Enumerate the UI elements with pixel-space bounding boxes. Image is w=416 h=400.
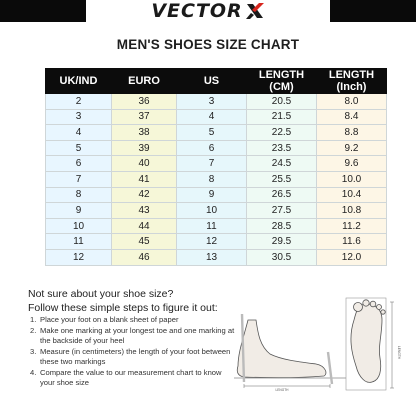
step-number: 4.: [30, 367, 37, 377]
table-row: [46, 187, 387, 203]
table-cell: 11: [46, 234, 112, 250]
vector-x-logo-icon: [245, 2, 265, 20]
table-header-row: [46, 69, 387, 94]
table-cell: 24.5: [247, 156, 317, 172]
help-question: Not sure about your shoe size?: [28, 288, 174, 300]
table-row: [46, 234, 387, 250]
table-cell: 26.5: [247, 187, 317, 203]
step-number: 3.: [30, 346, 37, 356]
table-cell: 29.5: [247, 234, 317, 250]
table-cell: 6: [46, 156, 112, 172]
table-row: [46, 109, 387, 125]
table-cell: 28.5: [247, 218, 317, 234]
table-cell: 40: [112, 156, 177, 172]
header-bar-right: [330, 0, 416, 22]
table-cell: 25.5: [247, 171, 317, 187]
table-cell: 8.4: [317, 109, 387, 125]
step-text: Compare the value to our measurement chart to know your shoe size: [40, 367, 222, 387]
table-cell: 6: [177, 140, 247, 156]
foot-measure-illustration: [230, 290, 416, 394]
table-cell: 46: [112, 249, 177, 265]
table-cell: 4: [177, 109, 247, 125]
column-header: LENGTH (CM): [247, 69, 317, 94]
table-cell: 10.4: [317, 187, 387, 203]
column-header: LENGTH (Inch): [317, 69, 387, 94]
table-cell: 13: [177, 249, 247, 265]
table-cell: 10.8: [317, 203, 387, 219]
column-header: EURO: [112, 69, 177, 94]
foot-side-icon: [234, 314, 348, 388]
column-header: UK/IND: [46, 69, 112, 94]
table-cell: 44: [112, 218, 177, 234]
chart-title: MEN'S SHOES SIZE CHART: [116, 37, 300, 52]
top-length-label: LENGTH: [397, 346, 401, 359]
table-cell: 36: [112, 94, 177, 110]
table-row: [46, 171, 387, 187]
table-cell: 5: [177, 125, 247, 141]
brand-name: VECTOR: [151, 0, 243, 22]
table-cell: 43: [112, 203, 177, 219]
size-table: [45, 68, 387, 266]
table-cell: 45: [112, 234, 177, 250]
step-number: 2.: [30, 325, 37, 335]
table-cell: 10: [177, 203, 247, 219]
help-steps: [30, 315, 238, 389]
table-cell: 8: [177, 171, 247, 187]
table-cell: 8.8: [317, 125, 387, 141]
table-cell: 20.5: [247, 94, 317, 110]
step-text: Make one marking at your longest toe and one marking at the backside of your heel: [40, 325, 235, 345]
help-step: [30, 347, 238, 368]
table-cell: 3: [177, 94, 247, 110]
table-cell: 10: [46, 218, 112, 234]
table-cell: 2: [46, 94, 112, 110]
brand-logo: [86, 0, 330, 22]
foot-top-icon: [346, 298, 394, 390]
table-cell: 11.2: [317, 218, 387, 234]
table-cell: 5: [46, 140, 112, 156]
table-cell: 21.5: [247, 109, 317, 125]
header-bar-left: [0, 0, 86, 22]
table-cell: 7: [177, 156, 247, 172]
help-follow: Follow these simple steps to figure it out:: [28, 302, 218, 314]
table-cell: 12: [177, 234, 247, 250]
help-step: [30, 368, 238, 389]
table-row: [46, 140, 387, 156]
help-step: [30, 315, 238, 326]
table-cell: 8.0: [317, 94, 387, 110]
table-cell: 3: [46, 109, 112, 125]
step-number: 1.: [30, 315, 37, 324]
table-row: [46, 203, 387, 219]
table-cell: 12.0: [317, 249, 387, 265]
table-cell: 30.5: [247, 249, 317, 265]
table-cell: 11: [177, 218, 247, 234]
table-row: [46, 218, 387, 234]
table-row: [46, 125, 387, 141]
table-row: [46, 156, 387, 172]
table-row: [46, 249, 387, 265]
table-cell: 4: [46, 125, 112, 141]
help-step: [30, 326, 238, 347]
step-text: Place your foot on a blank sheet of paper: [40, 315, 179, 324]
table-cell: 11.6: [317, 234, 387, 250]
table-cell: 9.6: [317, 156, 387, 172]
table-cell: 37: [112, 109, 177, 125]
table-cell: 39: [112, 140, 177, 156]
table-cell: 9.2: [317, 140, 387, 156]
table-cell: 42: [112, 187, 177, 203]
table-cell: 9: [177, 187, 247, 203]
step-text: Measure (in centimeters) the length of your foot between these two markings: [40, 346, 231, 366]
table-cell: 9: [46, 203, 112, 219]
table-cell: 38: [112, 125, 177, 141]
brand-header: [0, 0, 416, 22]
table-cell: 23.5: [247, 140, 317, 156]
table-cell: 41: [112, 171, 177, 187]
table-cell: 10.0: [317, 171, 387, 187]
table-cell: 7: [46, 171, 112, 187]
table-cell: 12: [46, 249, 112, 265]
table-cell: 22.5: [247, 125, 317, 141]
table-cell: 27.5: [247, 203, 317, 219]
side-length-label: LENGTH: [275, 388, 289, 392]
column-header: US: [177, 69, 247, 94]
table-cell: 8: [46, 187, 112, 203]
table-row: [46, 94, 387, 110]
